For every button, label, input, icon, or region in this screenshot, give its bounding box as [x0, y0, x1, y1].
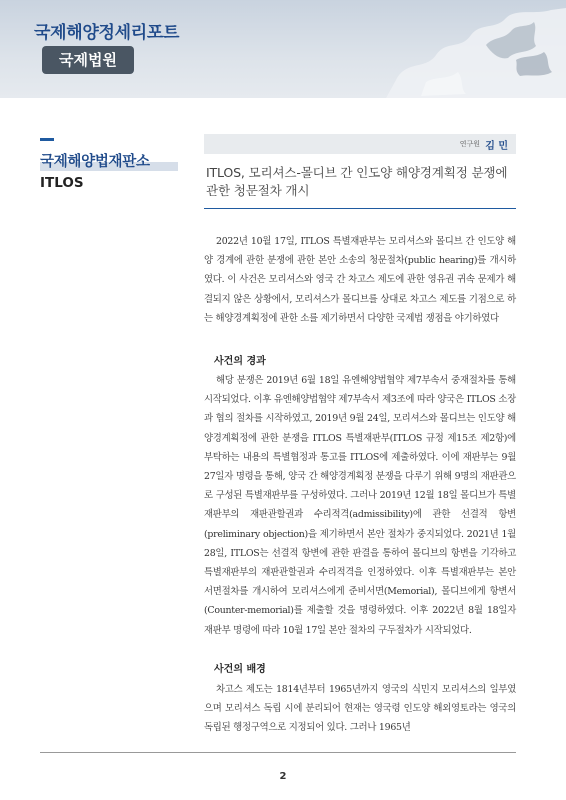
intro-paragraph: 2022년 10월 17일, ITLOS 특별재판부는 모리셔스와 몰디브 간 인도양 해양 경계에 관한 분쟁에 관한 본안 소송의 청문절차(public hearing)를 개시하였다. 이 사건은 모리셔스와 영국 간 차고스 제도에 관한 영유권 귀속 문제가 해결되지 않은 상황에서, 모리셔스가 몰디브를 상대로 차고스 제도를 기점으로 하는 해양경계획정에 관한 소를 제기하면서 다양한 국제법 쟁점을 야기하였다 [204, 236, 516, 324]
title-divider [204, 208, 516, 209]
section-accent-rule [40, 138, 54, 141]
section-subtitle: ITLOS [40, 175, 84, 191]
intro-paragraph-block [204, 232, 516, 328]
case-progress-block [204, 371, 516, 640]
page-number: 2 [279, 771, 287, 782]
footer-divider [40, 752, 516, 753]
case-progress-paragraph: 해당 분쟁은 2019년 6월 18일 유엔해양법협약 제7부속서 중재절차를 통해 시작되었다. 이후 유엔해양법협약 제7부속서 제3조에 따라 양국은 ITLOS 소장과 협의 절차를 시작하였고, 2019년 9월 24일, 모리셔스와 몰디브는 인도양 해양경계획정에 관한 분쟁을 ITLOS 특별재판부(ITLOS 규정 제15조 제2항)에 부탁하는 내용의 특별협정과 통고를 ITLOS에 제출하였다. 이에 재판부는 9월 27일자 명령을 통해, 양국 간 해양경계획정 분쟁을 다루기 위해 9명의 재판관으로 구성된 특별재판부를 구성하였다. 그러나 2019년 12월 18일 몰디브가 특별재판부의 재판관할권과 수리적격(admissibility)에 관한 선결적 항변(preliminary objection)을 제기하면서 본안 절차가 중지되었다. 2021년 1월 28일, ITLOS는 선결적 항변에 관한 판결을 통하여 몰디브의 항변을 기각하고 특별재판부의 재판관할권과 수리적격을 인정하였다. 이후 특별재판부는 본안 서면절차를 개시하여 모리셔스에게 준비서면(Memorial), 몰디브에게 항변서(Counter-memorial)를 제출할 것을 명령하였다. 이후 2022년 8월 18일자 재판부 명령에 따라 10월 17일 본안 절차의 구두절차가 시작되었다. [204, 375, 516, 636]
article-title: ITLOS, 모리셔스-몰디브 간 인도양 해양경계획정 분쟁에 관한 청문절차 개시 [206, 165, 508, 198]
series-badge: 국제법원 [42, 46, 134, 74]
author-role: 연구원 [459, 140, 480, 148]
case-background-paragraph: 차고스 제도는 1814년부터 1965년까지 영국의 식민지 모리셔스의 일부였으며 모리셔스 독립 시에 분리되어 현재는 영국령 인도양 해외영토라는 영국의 독립된 행정구역으로 지정되어 있다. 그러나 1965년 [204, 684, 516, 734]
author-name: 김 민 [485, 141, 508, 152]
island-illustration [366, 0, 566, 98]
heading-case-background: 사건의 배경 [214, 664, 266, 675]
header-banner [0, 0, 566, 98]
section-title: 국제해양법재판소 [40, 154, 150, 170]
author-bar [204, 134, 516, 154]
series-title: 국제해양정세리포트 [34, 23, 180, 43]
heading-case-progress: 사건의 경과 [214, 356, 266, 367]
case-background-block [204, 680, 516, 738]
